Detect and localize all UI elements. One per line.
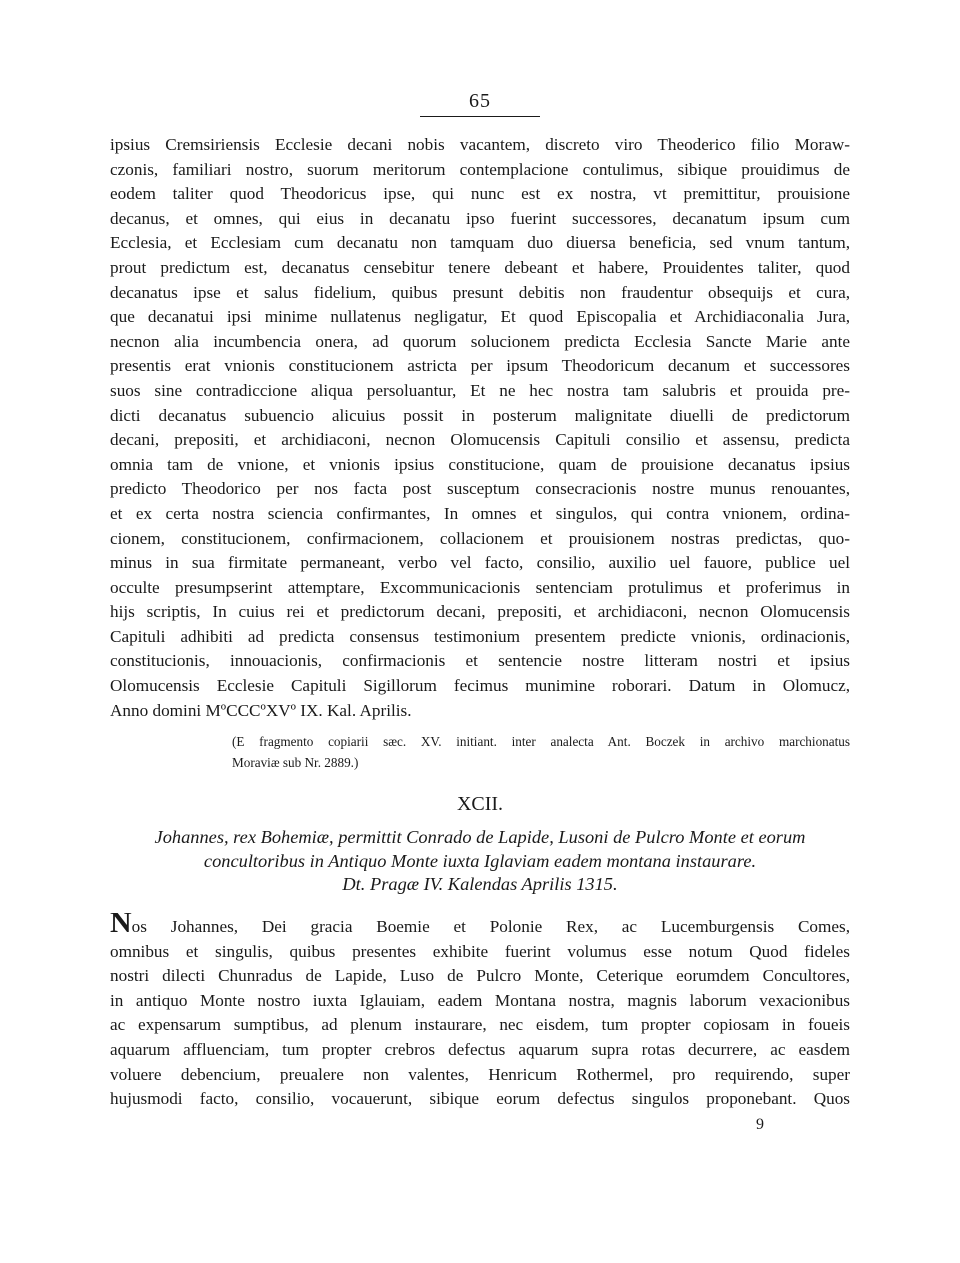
page-number: 65	[469, 90, 491, 112]
text-line: constitucionis, innouacionis, confirmacionis et sentencie nostre litteram nostri et ipsius	[110, 651, 850, 671]
charter-text	[110, 913, 850, 1112]
text-line: cionem, constitucionem, confirmacionem, collacionem et prouisionem nostras predictas, quo-	[110, 528, 850, 548]
source-note	[232, 731, 850, 773]
signature-mark: 9	[756, 1116, 764, 1133]
text-line: nostri dilecti Chunradus de Lapide, Luso de Pulcro Monte, Ceterique eorumdem Concultores,	[110, 966, 850, 986]
text-line: in antiquo Monte nostro iuxta Iglauiam, eadem Montana nostra, magnis laborum vexacionibus	[110, 990, 850, 1010]
text-line	[110, 913, 850, 940]
source-line: Moraviæ sub Nr. 2889.)	[232, 755, 359, 770]
text-line-rest: os Johannes, Dei gracia Boemie et Polonie Rex, ac Lucemburgensis Comes,	[131, 917, 850, 936]
charter-text-continued	[110, 133, 850, 723]
text-line: que decanatui ipsi minime nullatenus negligatur, Et quod Episcopalia et Archidiaconalia Jura,	[110, 307, 850, 327]
text-line: eodem taliter quod Theodoricus ipse, qui nunc est ex nostra, vt premittitur, prouisione	[110, 184, 850, 204]
text-line: necnon alia incumbencia onera, ad quorum solucionem predicta Ecclesia Sancte Marie ante	[110, 331, 850, 351]
text-line: prout predictum est, decanatus censebitur tenere debeant et habere, Prouidentes taliter, quod	[110, 257, 850, 277]
text-line: Capituli adhibiti ad predicta consensus testimonium presentem predicte vnionis, ordinacionis,	[110, 626, 850, 646]
text-line: presentis erat vnionis constitucionem astricta per ipsum Theodoricum decanum et successores	[110, 356, 850, 376]
text-line: predicto Theodorico per nos facta post susceptum consecracionis nostre munus renouantes,	[110, 479, 850, 499]
text-line: decani, prepositi, et archidiaconi, necnon Olomucensis Capituli consilio et assensu, predicta	[110, 430, 850, 450]
document-number: XCII.	[456, 793, 504, 815]
dating-clause: Anno domini MºCCCºXVº IX. Kal. Aprilis.	[110, 700, 412, 720]
text-line: ipsius Cremsiriensis Ecclesie decani nobis vacantem, discreto viro Theoderico filio Moraw-	[110, 135, 850, 154]
text-line: voluere debencium, preualere non valentes, Henricum Rothermel, pro requirendo, super	[110, 1064, 850, 1084]
drop-initial: N	[110, 913, 132, 939]
text-line: dicti decanatus subuencio alicuius possit in posterum malignitate diuelli de predictorum	[110, 405, 850, 425]
text-line: suos sine contradiccione aliqua persoluantur, Et ne hec nostra tam salubris et prouida pre-	[110, 380, 850, 400]
text-line: occulte presumpserint attemptare, Excommunicacionis sentenciam protulimus et proferimus in	[110, 577, 850, 597]
text-line: et ex certa nostra sciencia confirmantes, In omnes et singulos, qui contra vnionem, ordina-	[110, 503, 850, 523]
text-line: omnia tam de vnione, et vnionis ipsius constitucione, quam de prouisione decanatus ipsius	[110, 454, 850, 474]
document-heading	[110, 826, 850, 897]
heading-date-line: Dt. Pragæ IV. Kalendas Aprilis 1315.	[342, 874, 618, 894]
text-line: ac expensarum sumptibus, ad plenum instaurare, nec eisdem, tum propter copiosam in foueis	[110, 1015, 850, 1035]
header-rule	[420, 116, 540, 117]
text-line: hujusmodi facto, consilio, vocauerunt, sibique eorum defectus singulos proponebant. Quos	[110, 1089, 850, 1109]
text-line: decanus, et omnes, qui eius in decanatu ipso fuerint successores, decanatum ipsum cum	[110, 208, 850, 228]
text-line: decanatus ipse et salus fidelium, quibus presunt debitis non fraudentur obsequijs et cura,	[110, 282, 850, 302]
text-line: omnibus et singulis, quibus presentes exhibite fuerint volumus esse notum Quod fideles	[110, 941, 850, 961]
heading-line: Johannes, rex Bohemiæ, permittit Conrado de Lapide, Lusoni de Pulcro Monte et eorum	[154, 827, 806, 847]
text-line: Ecclesia, et Ecclesiam cum decanatu non tamquam duo diuersa beneficia, sed vnum tantum,	[110, 233, 850, 253]
text-line: hijs scriptis, In cuius rei et predictorum decani, prepositi, et archidiaconi, necnon Olomucensis	[110, 602, 850, 622]
text-line: minus in sua firmitate permaneant, verbo vel facto, consilio, auxilio uel fauore, publice uel	[110, 553, 850, 573]
heading-line: concultoribus in Antiquo Monte iuxta Iglaviam eadem montana instaurare.	[203, 850, 757, 871]
text-line: Olomucensis Ecclesie Capituli Sigillorum fecimus munimine roborari. Datum in Olomucz,	[110, 676, 850, 696]
source-line: (E fragmento copiarii sæc. XV. initiant. inter analecta Ant. Boczek in archivo marchionatus	[232, 734, 850, 749]
text-line: aquarum affluenciam, tum propter crebros defectus aquarum supra rotas decurrere, ac easdem	[110, 1039, 850, 1059]
text-line: czonis, familiari nostro, suorum meritorum contemplacione contulimus, sibique prouidimus de	[110, 159, 850, 179]
